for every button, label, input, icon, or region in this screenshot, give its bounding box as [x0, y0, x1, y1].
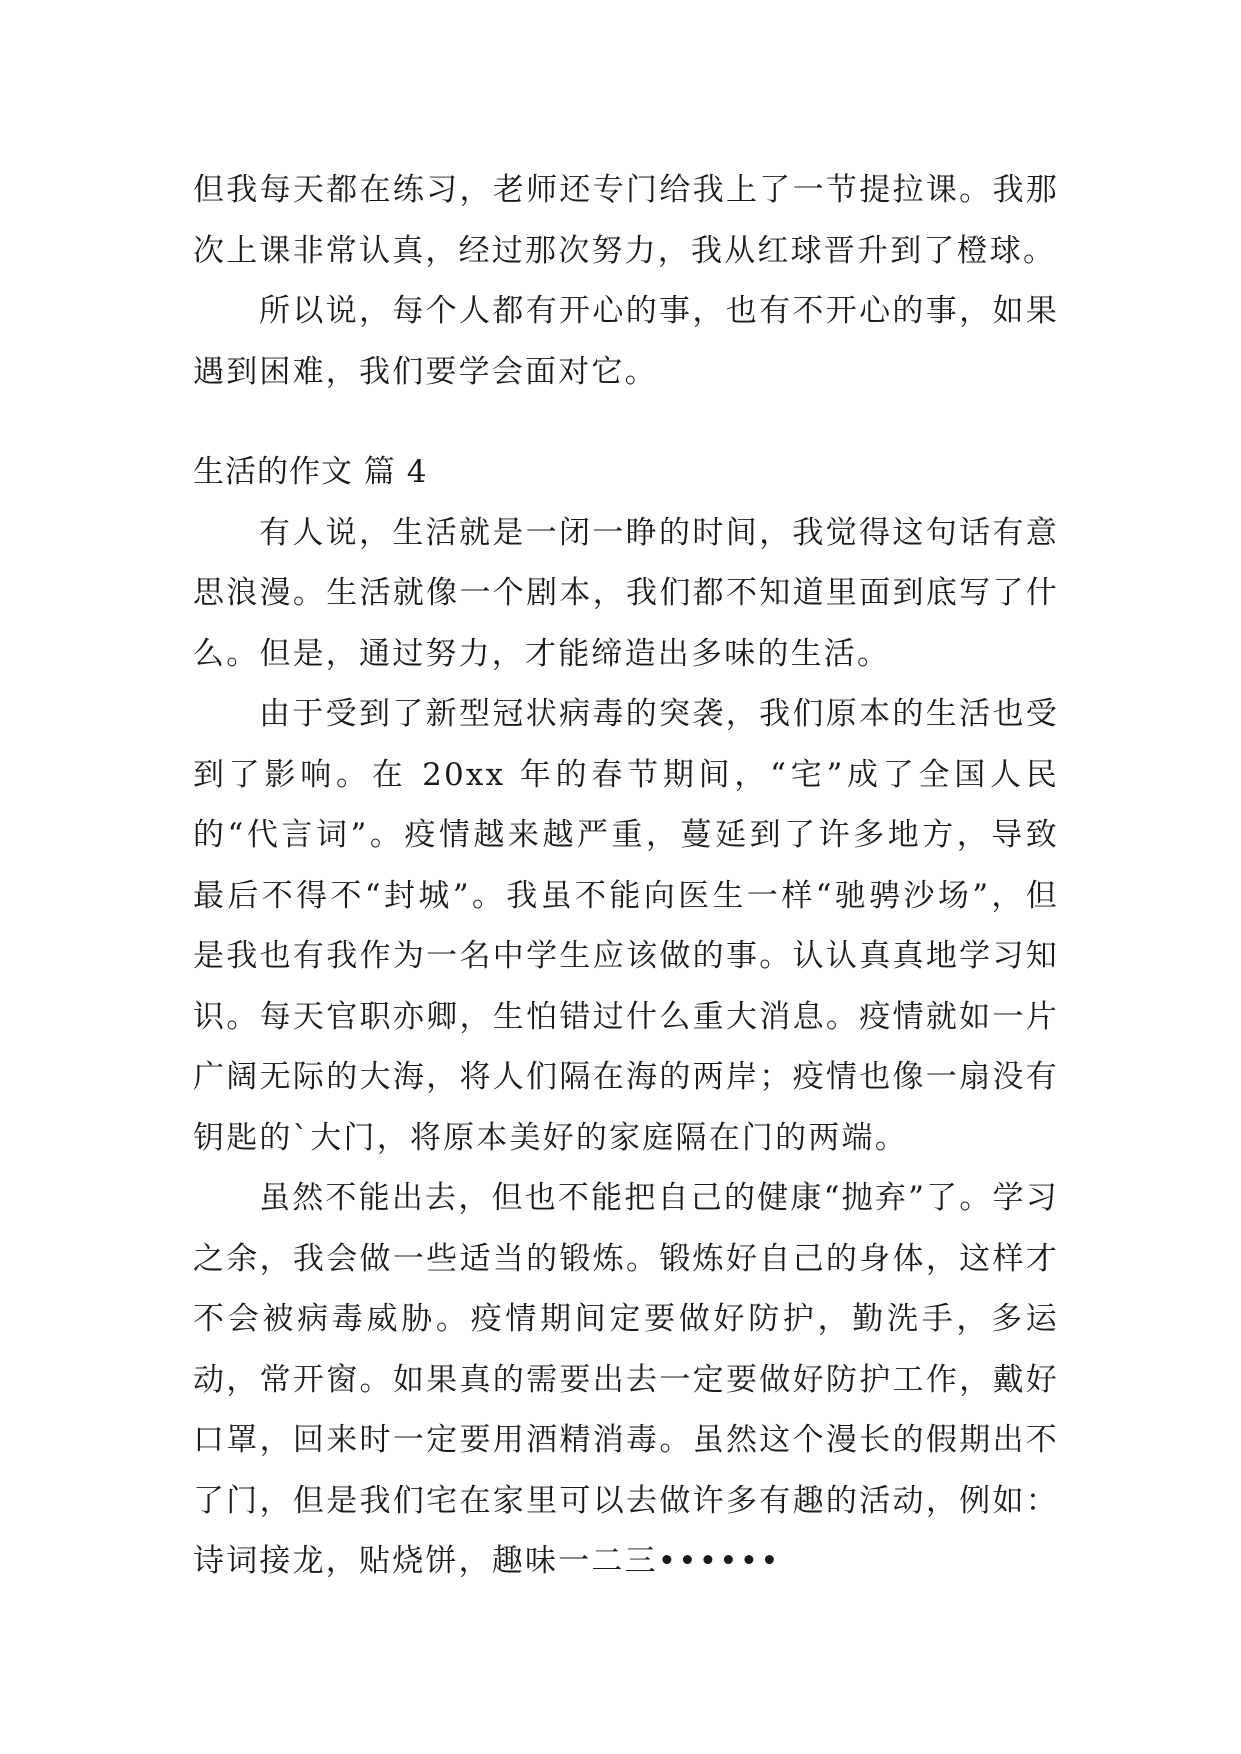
paragraph-continuation: 但我每天都在练习，老师还专门给我上了一节提拉课。我那次上课非常认真，经过那次努力，我从红球晋升到了橙球。 — [193, 172, 1059, 269]
paragraph-conclusion: 所以说，每个人都有开心的事，也有不开心的事，如果遇到困难，我们要学会面对它。 — [193, 293, 1059, 390]
paragraph-intro: 有人说，生活就是一闭一睁的时间，我觉得这句话有意思浪漫。生活就像一个剧本，我们都不知道里面到底写了什么。但是，通过努力，才能缔造出多味的生活。 — [193, 514, 1059, 672]
paragraph-health: 虽然不能出去，但也不能把自己的健康“抛弃”了。学习之余，我会做一些适当的锻炼。锻炼好自己的身体，这样才不会被病毒威胁。疫情期间定要做好防护，勤洗手，多运动，常开窗。如果真的需要出去一定要做好防护工作，戴好口罩，回来时一定要用酒精消毒。虽然这个漫长的假期出不了门，但是我们宅在家里可以去做许多有趣的活动，例如：诗词接龙，贴烧饼，趣味一二三•••••• — [193, 1180, 1059, 1579]
document-page — [193, 160, 1059, 1592]
paragraph-epidemic: 由于受到了新型冠状病毒的突袭，我们原本的生活也受到了影响。在 20xx 年的春节期间，“宅”成了全国人民的“代言词”。疫情越来越严重，蔓延到了许多地方，导致最后不得不“封城”。我虽不能向医生一样“驰骋沙场”，但是我也有我作为一名中学生应该做的事。认认真真地学习知识。每天官职亦卿，生怕错过什么重大消息。疫情就如一片广阔无际的大海，将人们隔在海的两岸；疫情也像一扇没有钥匙的`大门，将原本美好的家庭隔在门的两端。 — [193, 696, 1059, 1156]
section-heading: 生活的作文 篇 4 — [193, 454, 428, 490]
